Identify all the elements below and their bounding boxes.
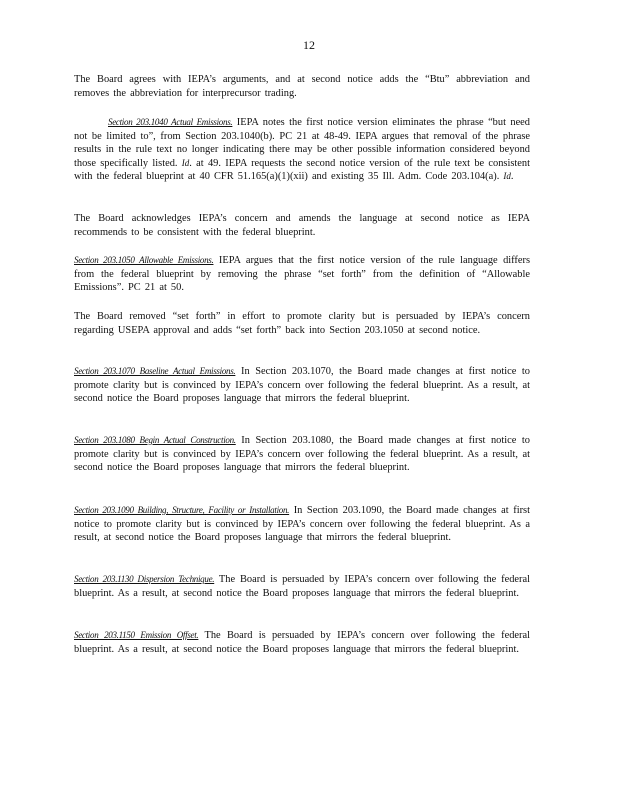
paragraph-btu-abbreviation — [74, 73, 530, 100]
paragraph-text: The Board is persuaded by IEPA’s concern over following the federal blueprint. As a result, at second notice the Board proposes language that mirrors the federal blueprint. — [74, 630, 530, 655]
section-heading: Section 203.1090 Building, Structure, Facility or Installation. — [74, 505, 290, 515]
paragraph-text: . — [510, 171, 514, 183]
section-heading: Section 203.1130 Dispersion Technique. — [74, 574, 215, 584]
paragraph-text: IEPA notes the first notice version eliminates the phrase “but need not be limited to”, from Section 203.1040(b). PC 21 at 48-49. IEPA argues that removal of the phrase results in the rule text no longer indicating there may be other possible information considered beyond those specifically listed. — [74, 117, 530, 169]
section-heading: Section 203.1040 Actual Emissions. — [108, 117, 233, 127]
paragraph-text: In Section 203.1080, the Board made changes at first notice to promote clarity but is convinced by IEPA’s concern over following the federal blueprint. As a result, at second notice the Board proposes language that mirrors the federal blueprint. — [74, 435, 530, 474]
paragraph-text: IEPA argues that the first notice version of the rule language differs from the federal blueprint by removing the phrase “set forth” from the definition of “Allowable Emissions”. PC 21 at 50. — [74, 255, 530, 294]
section-heading: Section 203.1150 Emission Offset. — [74, 630, 199, 640]
paragraph-section-203-1130 — [74, 573, 530, 600]
paragraph-section-203-1040 — [74, 116, 530, 184]
paragraph-text: In Section 203.1070, the Board made changes at first notice to promote clarity but is convinced by IEPA’s concern over following the federal blueprint. As a result, at second notice the Board proposes language that mirrors the federal blueprint. — [74, 366, 530, 405]
citation-id: Id — [181, 157, 190, 168]
paragraph-section-203-1090 — [74, 504, 530, 545]
paragraph-text: The Board removed “set forth” in effort to promote clarity but is persuaded by IEPA’s concern regarding USEPA approval and adds “set forth” back into Section 203.1050 at second notice. — [74, 311, 530, 336]
paragraph-section-203-1050 — [74, 254, 530, 295]
paragraph-section-203-1080 — [74, 434, 530, 475]
page-number: 12 — [303, 38, 315, 52]
section-heading: Section 203.1050 Allowable Emissions. — [74, 255, 214, 265]
paragraph-board-acknowledges — [74, 212, 530, 239]
paragraph-text: The Board is persuaded by IEPA’s concern over following the federal blueprint. As a result, at second notice the Board proposes language that mirrors the federal blueprint. — [74, 574, 530, 599]
section-heading: Section 203.1070 Baseline Actual Emissions. — [74, 366, 236, 376]
paragraph-section-203-1070 — [74, 365, 530, 406]
paragraph-text: In Section 203.1090, the Board made changes at first notice to promote clarity but is convinced by IEPA’s concern over following the federal blueprint. As a result, at second notice the Board proposes language that mirrors the federal blueprint. — [74, 505, 530, 544]
paragraph-text: The Board agrees with IEPA’s arguments, and at second notice adds the “Btu” abbreviation and removes the abbreviation for interprecursor trading. — [74, 74, 530, 99]
paragraph-text: . at 49. IEPA requests the second notice version of the rule text be consistent with the federal blueprint at 40 CFR 51.165(a)(1)(xii) and existing 35 Ill. Adm. Code 203.104(a). — [74, 157, 530, 183]
citation-id: Id — [503, 171, 511, 182]
paragraph-section-203-1150 — [74, 629, 530, 656]
section-heading: Section 203.1080 Begin Actual Construction. — [74, 435, 236, 445]
paragraph-board-removed-set-forth — [74, 310, 530, 337]
paragraph-text: The Board acknowledges IEPA’s concern and amends the language at second notice as IEPA recommends to be consistent with the federal blueprint. — [74, 213, 530, 238]
